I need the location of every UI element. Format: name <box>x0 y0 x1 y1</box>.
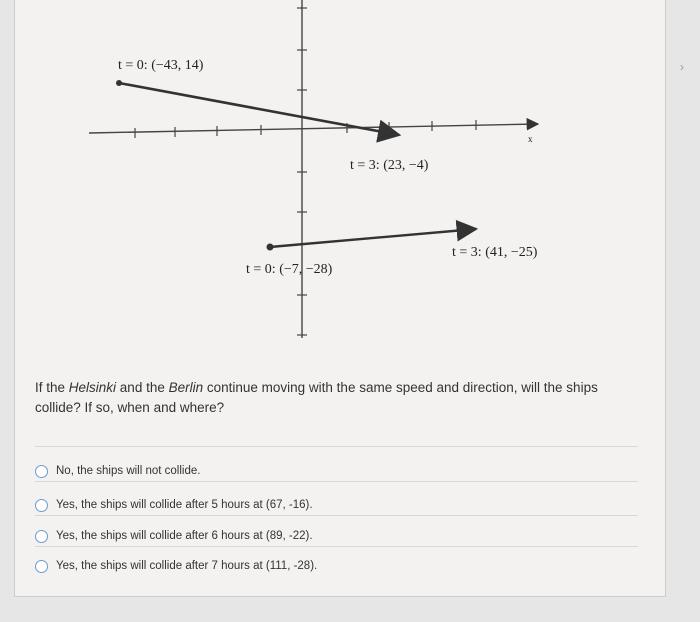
chevron-right-icon: › <box>680 60 684 74</box>
radio-button[interactable] <box>35 560 48 573</box>
question-part: and the <box>116 380 169 395</box>
label-prefix: t = 0: <box>246 262 280 277</box>
answer-option-4[interactable] <box>35 551 638 581</box>
label-coordinates: (−7, −28) <box>279 262 333 277</box>
label-ship-a-t3 <box>350 158 428 174</box>
radio-button[interactable] <box>35 530 48 543</box>
divider <box>35 446 638 447</box>
diagram-svg <box>14 0 664 350</box>
radio-button[interactable] <box>35 465 48 478</box>
divider <box>35 481 638 482</box>
question-text <box>35 378 615 418</box>
ship-path-diagram <box>14 0 664 350</box>
option-label: Yes, the ships will collide after 5 hours at (67, -16). <box>56 499 313 511</box>
option-label: No, the ships will not collide. <box>56 465 201 477</box>
question-part: If the <box>35 380 69 395</box>
ship-name: Berlin <box>168 380 204 395</box>
label-ship-a-t0 <box>118 58 203 74</box>
label-coordinates: (41, −25) <box>485 245 538 260</box>
option-label: Yes, the ships will collide after 7 hours at (111, -28). <box>56 560 318 572</box>
question-part: continue moving with the same speed and direction, will the ships collide? If so, when and where? <box>35 380 598 415</box>
ship-b-path <box>270 229 476 247</box>
ship-name: Helsinki <box>68 380 117 395</box>
label-prefix: t = 3: <box>452 245 486 260</box>
label-prefix: t = 0: <box>118 58 152 73</box>
label-coordinates: (−43, 14) <box>151 58 204 73</box>
label-ship-b-t3 <box>452 245 537 261</box>
divider <box>35 515 638 516</box>
label-ship-b-t0 <box>246 262 332 278</box>
divider <box>35 546 638 547</box>
x-axis <box>89 124 538 133</box>
label-coordinates: (23, −4) <box>383 158 429 173</box>
ship-a-path <box>119 83 399 135</box>
x-axis-label: x <box>528 134 533 144</box>
label-prefix: t = 3: <box>350 158 384 173</box>
radio-button[interactable] <box>35 499 48 512</box>
option-label: Yes, the ships will collide after 6 hours at (89, -22). <box>56 530 313 542</box>
